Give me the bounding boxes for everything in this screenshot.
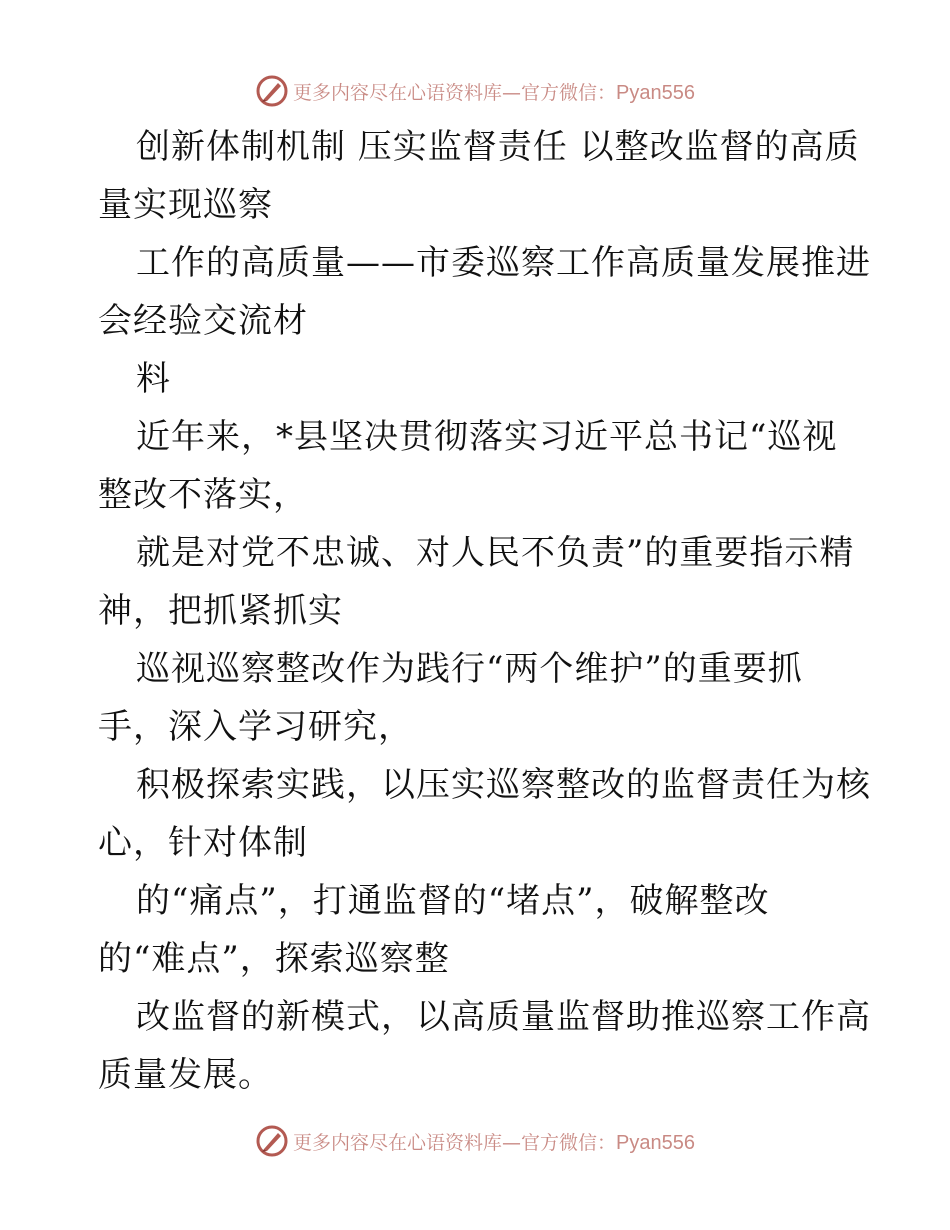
footer-watermark xyxy=(0,1124,950,1158)
paragraph-line: 的“难点”，探索巡察整 xyxy=(98,939,450,979)
paragraph-line: 质量发展。 xyxy=(98,1055,273,1095)
paragraph-line: 手，深入学习研究， xyxy=(98,707,413,747)
paragraph-line: 改监督的新模式，以高质量监督助推巡察工作高 xyxy=(136,997,871,1037)
paragraph-line: 积极探索实践，以压实巡察整改的监督责任为核 xyxy=(136,765,871,805)
pen-logo-icon xyxy=(255,1124,289,1158)
paragraph-line: 心，针对体制 xyxy=(98,823,308,863)
paragraph-line: 整改不落实， xyxy=(98,475,308,515)
header-watermark xyxy=(0,74,950,108)
paragraph-line: 神，把抓紧抓实 xyxy=(98,591,343,631)
paragraph-line: 就是对党不忠诚、对人民不负责”的重要指示精 xyxy=(136,533,855,573)
paragraph-line: 的“痛点”，打通监督的“堵点”，破解整改 xyxy=(136,881,770,921)
title-line: 创新体制机制 压实监督责任 以整改监督的高质 xyxy=(136,127,860,167)
paragraph-line: 巡视巡察整改作为践行“两个维护”的重要抓 xyxy=(136,649,803,689)
document-body xyxy=(98,118,871,1104)
title-line: 工作的高质量——市委巡察工作高质量发展推进 xyxy=(136,243,871,283)
header-watermark-text: 更多内容尽在心语资料库—官方微信：Pyan556 xyxy=(293,81,695,104)
title-line: 量实现巡察 xyxy=(98,185,273,225)
title-line: 会经验交流材 xyxy=(98,301,308,341)
paragraph-line: 近年来，*县坚决贯彻落实习近平总书记“巡视 xyxy=(136,417,838,457)
title-line: 料 xyxy=(136,359,171,399)
footer-watermark-text: 更多内容尽在心语资料库—官方微信：Pyan556 xyxy=(293,1131,695,1154)
pen-logo-icon xyxy=(255,74,289,108)
